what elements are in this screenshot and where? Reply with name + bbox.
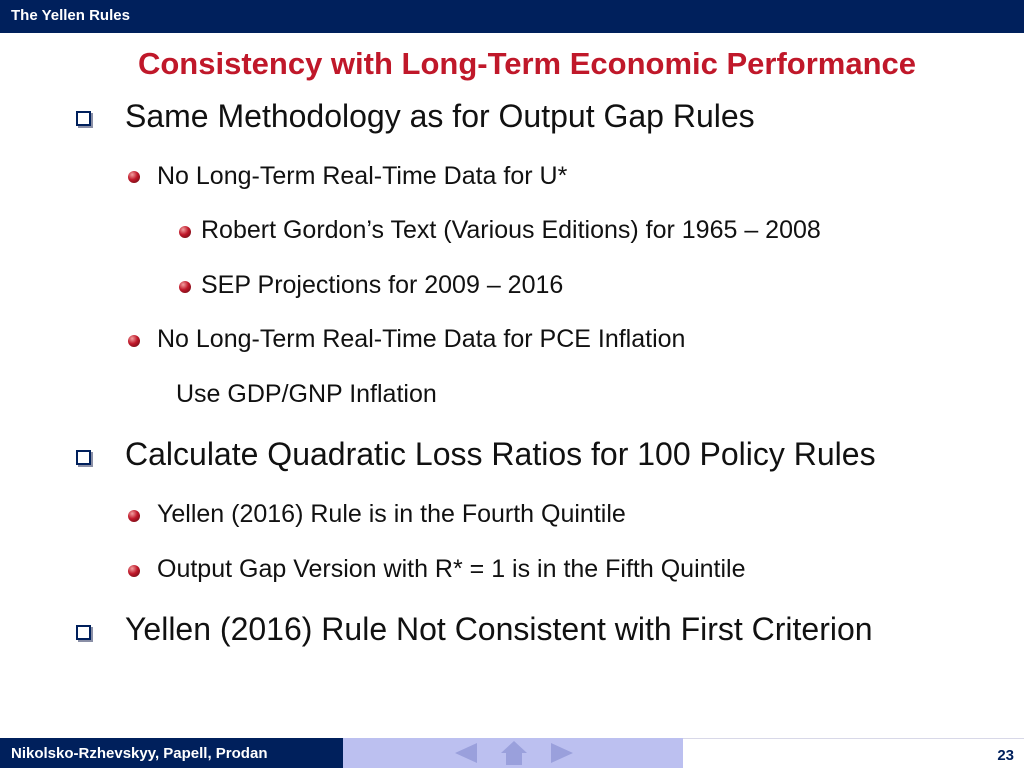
bullet-level2: Output Gap Version with R* = 1 is in the Fifth Quintile: [157, 555, 746, 583]
bullet-level3: SEP Projections for 2009 – 2016: [201, 271, 564, 299]
bullet-level2: No Long-Term Real-Time Data for PCE Inflation: [157, 325, 686, 353]
next-icon[interactable]: [547, 738, 577, 768]
page-number: 23: [997, 747, 1014, 764]
bullet-level1: Calculate Quadratic Loss Ratios for 100 Policy Rules: [125, 436, 876, 472]
square-bullet-icon: [76, 111, 91, 126]
ball-bullet-icon: [128, 510, 140, 522]
ball-bullet-icon: [128, 171, 140, 183]
home-icon[interactable]: [499, 738, 529, 768]
bullet-level3: Robert Gordon’s Text (Various Editions) for 1965 – 2008: [201, 216, 821, 244]
ball-bullet-icon: [179, 281, 191, 293]
bullet-level1: Yellen (2016) Rule Not Consistent with First Criterion: [125, 611, 873, 647]
ball-bullet-icon: [128, 335, 140, 347]
ball-bullet-icon: [128, 565, 140, 577]
square-bullet-icon: [76, 625, 91, 640]
header-bar: [0, 0, 1024, 33]
footer-authors-bar: [0, 738, 343, 768]
bullet-level2: No Long-Term Real-Time Data for U*: [157, 162, 568, 190]
bullet-level2: Yellen (2016) Rule is in the Fourth Quintile: [157, 500, 626, 528]
footer-authors: Nikolsko-Rzhevskyy, Papell, Prodan: [11, 745, 268, 762]
footer-page-area: [683, 738, 1024, 768]
previous-icon[interactable]: [451, 738, 481, 768]
square-bullet-icon: [76, 450, 91, 465]
footer-nav-bar: [343, 738, 683, 768]
ball-bullet-icon: [179, 226, 191, 238]
header-title: The Yellen Rules: [11, 7, 130, 24]
bullet-level1: Same Methodology as for Output Gap Rules: [125, 98, 755, 134]
bullet-level2-continuation: Use GDP/GNP Inflation: [176, 380, 437, 408]
slide-title: Consistency with Long-Term Economic Performance: [137, 46, 916, 81]
